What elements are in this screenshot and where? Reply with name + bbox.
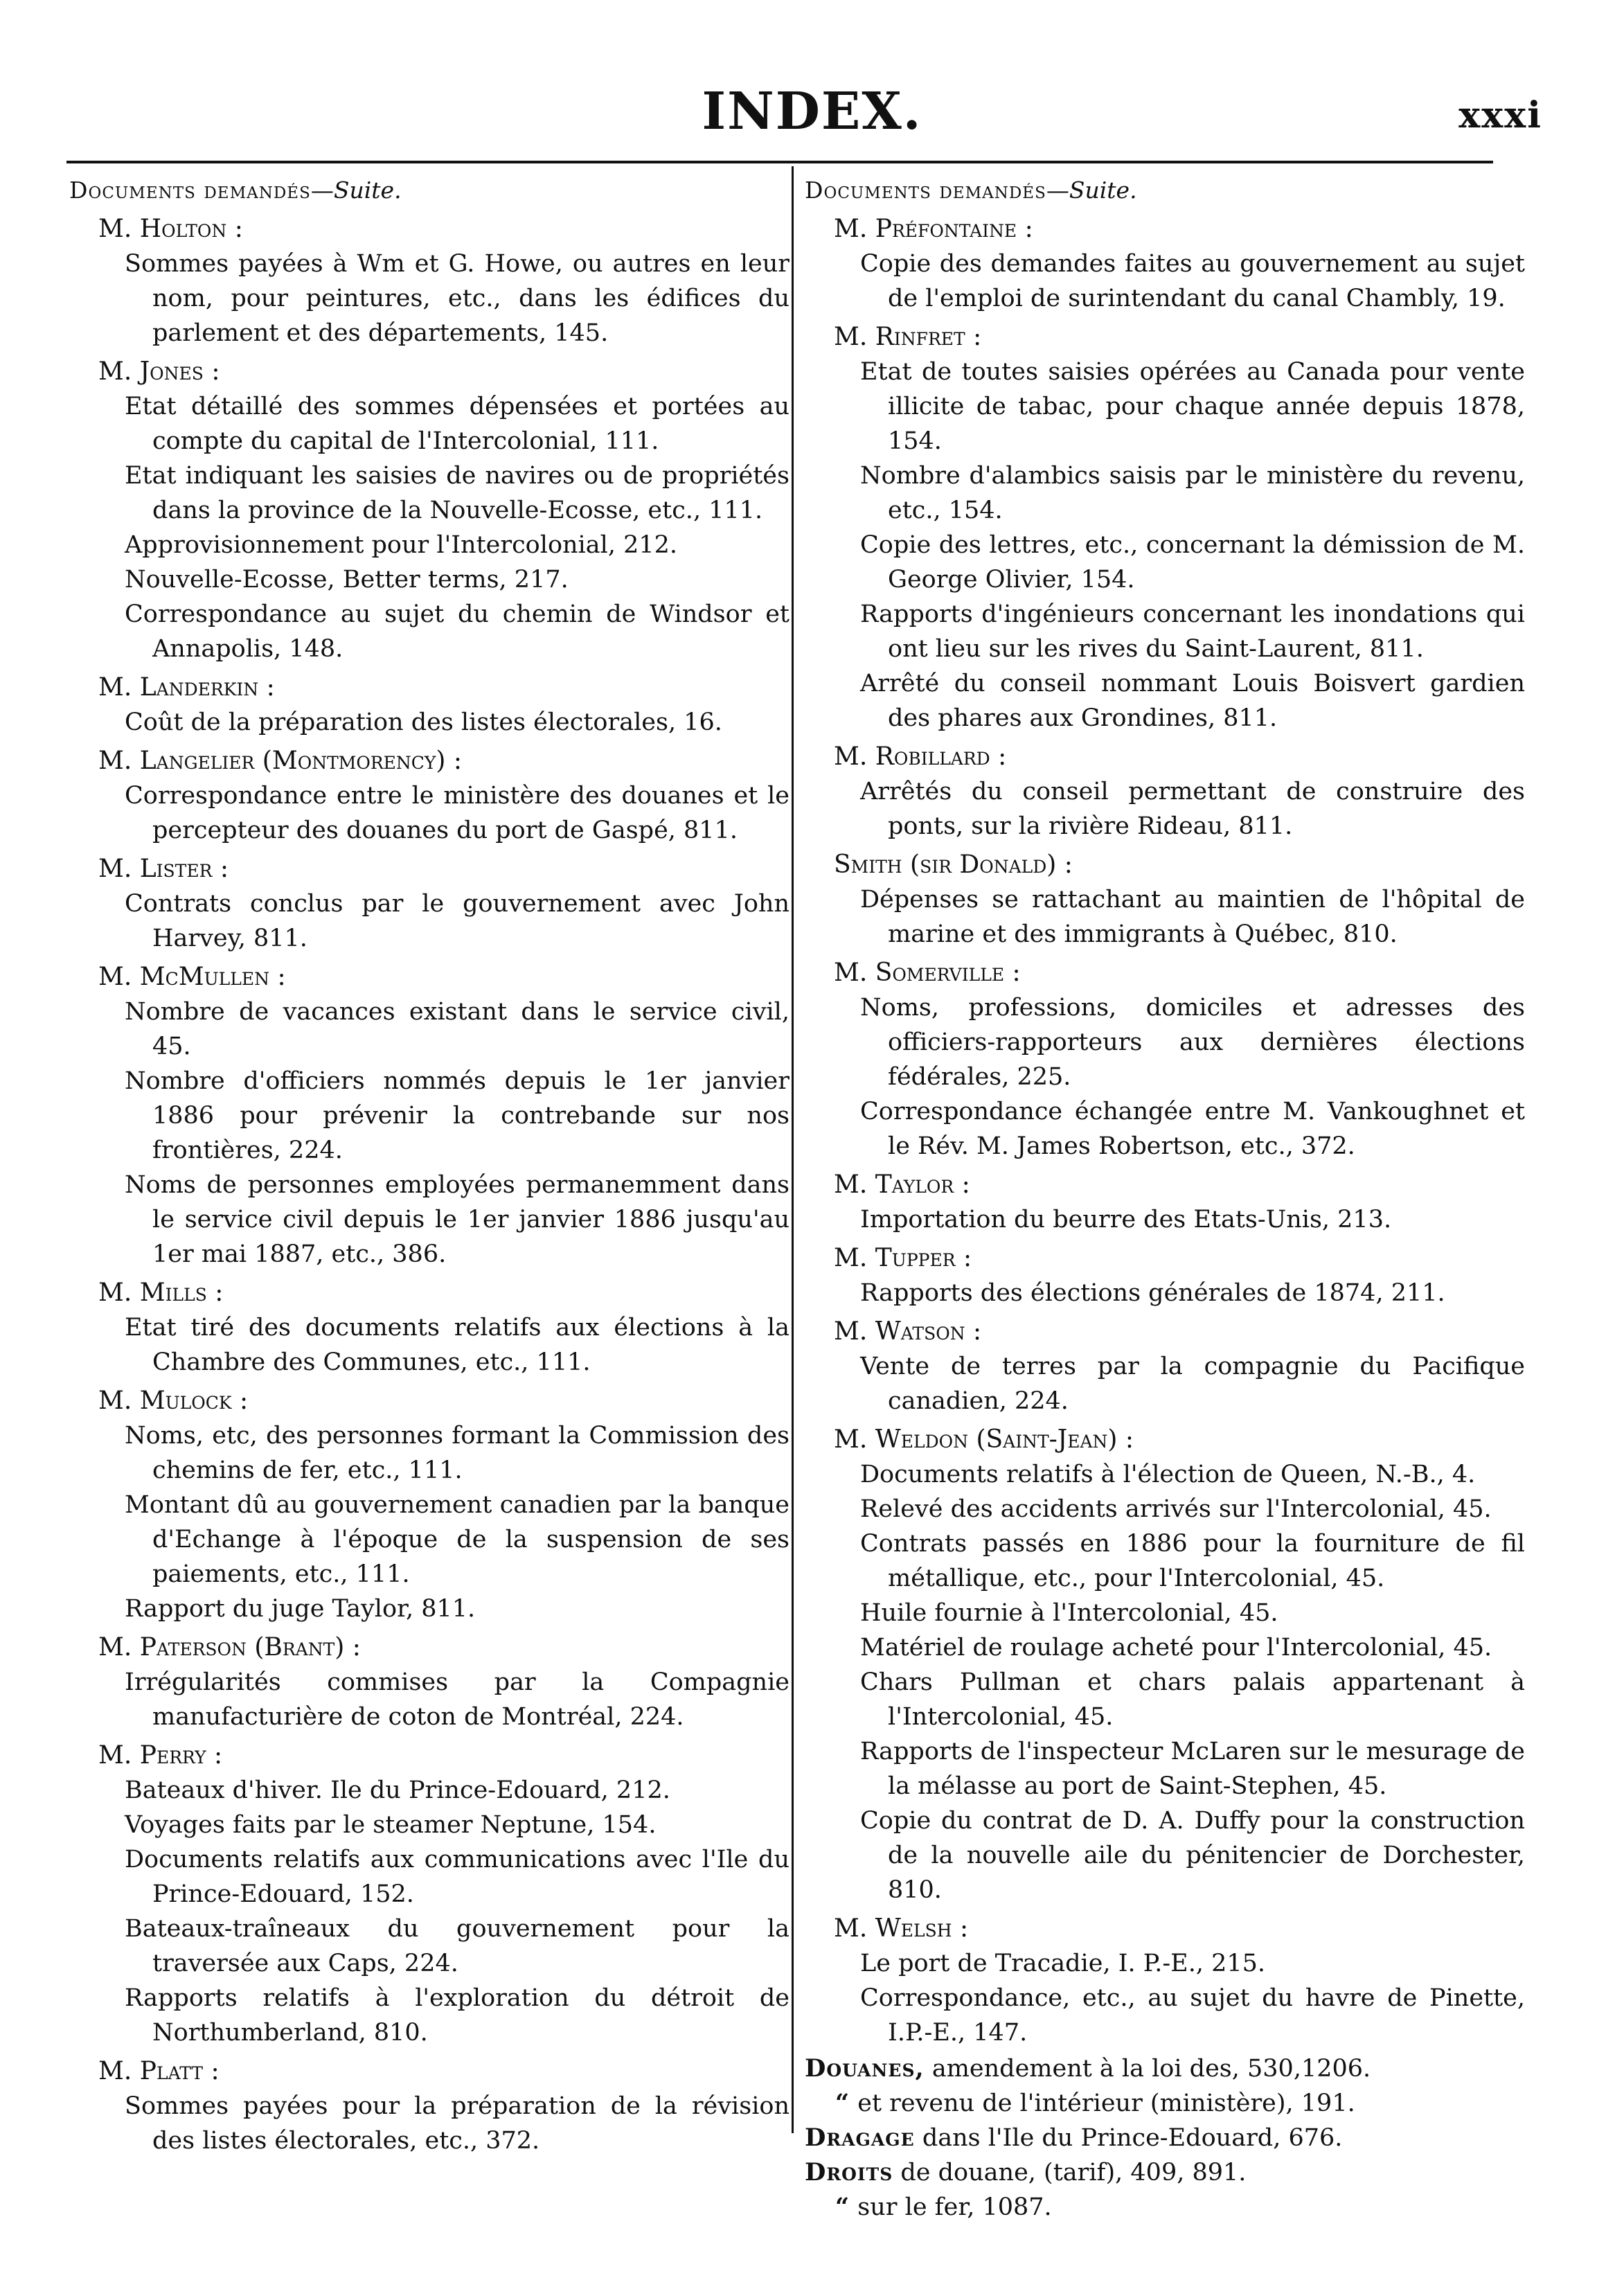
index-entry bbox=[69, 1384, 789, 1626]
entry-item: Noms, etc, des personnes formant la Commission des chemins de fer, etc., 111. bbox=[125, 1422, 789, 1484]
entry-name: M. Weldon (Saint-Jean) : bbox=[834, 1425, 1134, 1454]
index-entry bbox=[69, 212, 789, 350]
index-entry bbox=[69, 1276, 789, 1380]
entry-item: Rapport du juge Taylor, 811. bbox=[125, 1595, 476, 1623]
entry-name: M. Holton : bbox=[98, 215, 243, 243]
entry-item: Contrats passés en 1886 pour la fourniture de fil métallique, etc., pour l'Intercolonial, 45. bbox=[860, 1530, 1525, 1592]
entry-item: Importation du beurre des Etats-Unis, 213. bbox=[860, 1206, 1392, 1234]
entry-name: M. Lister : bbox=[98, 855, 229, 883]
entry-item: Correspondance, etc., au sujet du havre de Pinette, I.P.-E., 147. bbox=[860, 1984, 1525, 2047]
left-column bbox=[69, 173, 789, 2159]
entry-item: Sommes payées à Wm et G. Howe, ou autres en leur nom, pour peintures, etc., dans les édifices du parlement et des départements, 145. bbox=[125, 250, 789, 347]
section-heading: Documents demandés—Suite. bbox=[69, 177, 402, 204]
topic-head: “ bbox=[835, 2089, 850, 2117]
entry-name: M. Mulock : bbox=[98, 1387, 249, 1415]
topic-entry bbox=[805, 2051, 1525, 2086]
index-entry bbox=[805, 1168, 1525, 1237]
entry-item: Vente de terres par la compagnie du Pacifique canadien, 224. bbox=[860, 1353, 1525, 1415]
entry-name: M. Langelier (Montmorency) : bbox=[98, 747, 463, 775]
entry-item: Contrats conclus par le gouvernement avec John Harvey, 811. bbox=[125, 890, 789, 952]
entry-item: Montant dû au gouvernement canadien par la banque d'Echange à l'époque de la suspension de ses paiements, etc., 111. bbox=[125, 1491, 789, 1588]
topic-text: dans l'Ile du Prince-Edouard, 676. bbox=[922, 2124, 1343, 2152]
right-column bbox=[805, 173, 1525, 2225]
topic-entry bbox=[835, 2190, 1525, 2225]
index-entry bbox=[69, 1738, 789, 2050]
index-entry bbox=[69, 744, 789, 848]
entry-item: Huile fournie à l'Intercolonial, 45. bbox=[860, 1599, 1278, 1627]
entry-item: Correspondance au sujet du chemin de Windsor et Annapolis, 148. bbox=[125, 600, 789, 663]
entry-item: Rapports des élections générales de 1874, 211. bbox=[860, 1279, 1445, 1307]
entry-name: M. Taylor : bbox=[834, 1170, 970, 1199]
entry-item: Arrêté du conseil nommant Louis Boisvert gardien des phares aux Grondines, 811. bbox=[860, 670, 1525, 732]
entry-name: M. Robillard : bbox=[834, 742, 1007, 771]
page-number: xxxi bbox=[1458, 94, 1542, 136]
entry-name: M. Somerville : bbox=[834, 959, 1021, 987]
entry-name: Smith (sir Donald) : bbox=[834, 850, 1073, 879]
entry-item: Etat détaillé des sommes dépensées et portées au compte du capital de l'Intercolonial, 111. bbox=[125, 393, 789, 455]
entry-item: Rapports relatifs à l'exploration du détroit de Northumberland, 810. bbox=[125, 1984, 789, 2047]
entry-item: Correspondance échangée entre M. Vankoughnet et le Rév. M. James Robertson, etc., 372. bbox=[860, 1098, 1525, 1160]
entry-item: Voyages faits par le steamer Neptune, 154. bbox=[125, 1811, 657, 1839]
index-entry bbox=[69, 1630, 789, 1734]
index-entry bbox=[69, 960, 789, 1272]
index-entry bbox=[805, 1423, 1525, 1907]
topic-entry bbox=[805, 2155, 1525, 2190]
entry-item: Bateaux-traîneaux du gouvernement pour la traversée aux Caps, 224. bbox=[125, 1915, 789, 1977]
entry-item: Nombre de vacances existant dans le service civil, 45. bbox=[125, 998, 789, 1060]
topic-head: Droits bbox=[805, 2158, 893, 2187]
entry-name: M. Tupper : bbox=[834, 1244, 972, 1272]
topic-text: et revenu de l'intérieur (ministère), 191. bbox=[857, 2090, 1355, 2117]
entry-name: M. Rinfret : bbox=[834, 323, 982, 351]
entry-name: M. Mills : bbox=[98, 1279, 224, 1307]
entry-item: Irrégularités commises par la Compagnie manufacturière de coton de Montréal, 224. bbox=[125, 1668, 789, 1731]
entry-item: Matériel de roulage acheté pour l'Intercolonial, 45. bbox=[860, 1634, 1492, 1662]
index-entry bbox=[805, 740, 1525, 844]
entry-item: Documents relatifs aux communications avec l'Ile du Prince-Edouard, 152. bbox=[125, 1846, 789, 1908]
entry-name: M. Perry : bbox=[98, 1741, 223, 1770]
entry-item: Noms de personnes employées permanemment dans le service civil depuis le 1er janvier 1886 jusqu'au 1er mai 1887, etc., 386. bbox=[125, 1171, 789, 1268]
entry-item: Approvisionnement pour l'Intercolonial, 212. bbox=[125, 531, 677, 559]
index-entry bbox=[805, 848, 1525, 952]
topic-entry bbox=[805, 2121, 1525, 2155]
entry-name: M. Jones : bbox=[98, 357, 220, 386]
topic-head: Douanes, bbox=[805, 2054, 925, 2083]
entry-item: Etat tiré des documents relatifs aux élections à la Chambre des Communes, etc., 111. bbox=[125, 1314, 789, 1376]
column-divider bbox=[792, 166, 794, 2133]
entry-name: M. Platt : bbox=[98, 2057, 220, 2085]
entry-item: Nombre d'alambics saisis par le ministère du revenu, etc., 154. bbox=[860, 462, 1525, 524]
index-entry bbox=[805, 1912, 1525, 2050]
entry-item: Copie des lettres, etc., concernant la démission de M. George Olivier, 154. bbox=[860, 531, 1525, 594]
entry-item: Chars Pullman et chars palais appartenant à l'Intercolonial, 45. bbox=[860, 1668, 1525, 1731]
entry-item: Sommes payées pour la préparation de la révision des listes électorales, etc., 372. bbox=[125, 2092, 789, 2155]
index-entry bbox=[805, 1241, 1525, 1310]
page-title: INDEX. bbox=[702, 82, 922, 141]
entry-item: Relevé des accidents arrivés sur l'Intercolonial, 45. bbox=[860, 1495, 1492, 1523]
topic-text: sur le fer, 1087. bbox=[857, 2193, 1052, 2221]
topic-text: amendement à la loi des, 530,1206. bbox=[931, 2055, 1371, 2083]
entry-item: Etat de toutes saisies opérées au Canada pour vente illicite de tabac, pour chaque année depuis 1878, 154. bbox=[860, 358, 1525, 455]
index-entry bbox=[805, 212, 1525, 316]
index-entry bbox=[805, 320, 1525, 736]
entry-item: Rapports d'ingénieurs concernant les inondations qui ont lieu sur les rives du Saint-Laurent, 811. bbox=[860, 600, 1525, 663]
entry-name: M. Welsh : bbox=[834, 1914, 969, 1943]
entry-name: M. McMullen : bbox=[98, 963, 286, 991]
entry-name: M. Watson : bbox=[834, 1317, 982, 1346]
entry-item: Rapports de l'inspecteur McLaren sur le mesurage de la mélasse au port de Saint-Stephen, 45. bbox=[860, 1738, 1525, 1800]
topic-head: “ bbox=[835, 2193, 850, 2221]
topic-head: Dragage bbox=[805, 2123, 915, 2152]
index-entry bbox=[805, 1315, 1525, 1418]
entry-item: Dépenses se rattachant au maintien de l'hôpital de marine et des immigrants à Québec, 810. bbox=[860, 886, 1525, 948]
entry-item: Copie du contrat de D. A. Duffy pour la construction de la nouvelle aile du pénitencier de Dorchester, 810. bbox=[860, 1807, 1525, 1904]
entry-item: Coût de la préparation des listes électorales, 16. bbox=[125, 709, 722, 736]
index-entry bbox=[69, 670, 789, 740]
entry-item: Bateaux d'hiver. Ile du Prince-Edouard, 212. bbox=[125, 1776, 670, 1804]
topic-entry bbox=[835, 2086, 1525, 2121]
entry-item: Etat indiquant les saisies de navires ou de propriétés dans la province de la Nouvelle-Ecosse, etc., 111. bbox=[125, 462, 789, 524]
entry-name: M. Préfontaine : bbox=[834, 215, 1033, 243]
entry-item: Nouvelle-Ecosse, Better terms, 217. bbox=[125, 566, 569, 594]
index-entry bbox=[69, 355, 789, 666]
index-entry bbox=[805, 956, 1525, 1164]
section-heading: Documents demandés—Suite. bbox=[805, 177, 1137, 204]
topic-text: de douane, (tarif), 409, 891. bbox=[900, 2159, 1247, 2187]
entry-item: Copie des demandes faites au gouvernement au sujet de l'emploi de surintendant du canal Chambly, 19. bbox=[860, 250, 1525, 312]
header-rule bbox=[66, 161, 1493, 163]
entry-name: M. Paterson (Brant) : bbox=[98, 1633, 361, 1662]
index-entry bbox=[69, 2054, 789, 2158]
entry-item: Arrêtés du conseil permettant de construire des ponts, sur la rivière Rideau, 811. bbox=[860, 778, 1525, 840]
entry-item: Correspondance entre le ministère des douanes et le percepteur des douanes du port de Gaspé, 811. bbox=[125, 782, 789, 844]
entry-name: M. Landerkin : bbox=[98, 673, 275, 702]
entry-item: Documents relatifs à l'élection de Queen, N.-B., 4. bbox=[860, 1461, 1476, 1488]
entry-item: Le port de Tracadie, I. P.-E., 215. bbox=[860, 1950, 1266, 1977]
entry-item: Nombre d'officiers nommés depuis le 1er janvier 1886 pour prévenir la contrebande sur nos frontières, 224. bbox=[125, 1067, 789, 1164]
entry-item: Noms, professions, domiciles et adresses des officiers-rapporteurs aux dernières élections fédérales, 225. bbox=[860, 994, 1525, 1091]
index-entry bbox=[69, 852, 789, 956]
